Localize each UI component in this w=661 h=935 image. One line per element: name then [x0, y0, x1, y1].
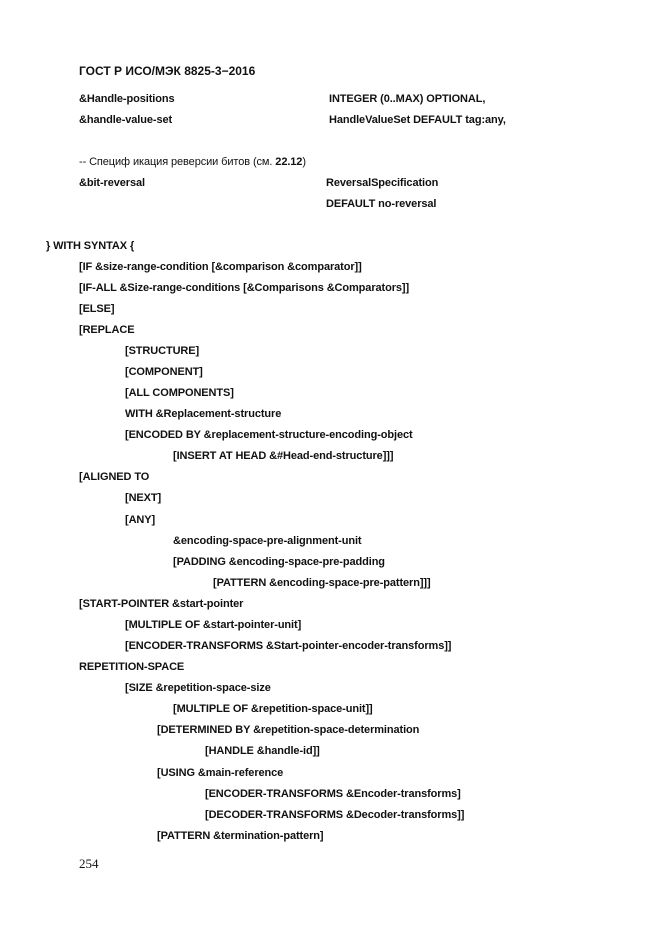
comment-suffix: ) [302, 156, 306, 168]
field-type: HandleValueSet DEFAULT tag:any, [329, 114, 506, 126]
field-name: &handle-value-set [79, 114, 173, 126]
syntax-line: [HANDLE &handle-id]] [205, 745, 320, 757]
field-default: DEFAULT no-reversal [326, 198, 437, 210]
syntax-line: [COMPONENT] [125, 366, 203, 378]
syntax-line: [ALIGNED TO [79, 471, 150, 483]
syntax-line: [IF-ALL &Size-range-conditions [&Comparisons &Comparators]] [79, 282, 410, 294]
syntax-line: [STRUCTURE] [125, 345, 200, 357]
syntax-line: [ENCODER-TRANSFORMS &Encoder-transforms] [205, 788, 461, 800]
syntax-line: REPETITION-SPACE [79, 661, 185, 673]
syntax-line: [PATTERN &encoding-space-pre-pattern]]] [213, 577, 431, 589]
syntax-line: [ALL COMPONENTS] [125, 387, 234, 399]
syntax-line: [ELSE] [79, 303, 115, 315]
field-type: INTEGER (0..MAX) OPTIONAL, [329, 93, 486, 105]
document-header: ГОСТ Р ИСО/МЭК 8825-3−2016 [79, 64, 256, 78]
field-name: &bit-reversal [79, 177, 145, 189]
syntax-line: [SIZE &repetition-space-size [125, 682, 271, 694]
syntax-line: [START-POINTER &start-pointer [79, 598, 244, 610]
syntax-line: WITH &Replacement-structure [125, 408, 282, 420]
comment-ref-label: см. [256, 156, 276, 168]
syntax-line: [PADDING &encoding-space-pre-padding [173, 556, 385, 568]
syntax-line: [DETERMINED BY &repetition-space-determination [157, 724, 420, 736]
page-number: 254 [79, 856, 99, 871]
syntax-line: &encoding-space-pre-alignment-unit [173, 535, 362, 547]
comment-ref-number: 22.12 [275, 156, 303, 168]
syntax-line: [ANY] [125, 514, 156, 526]
syntax-line: [REPLACE [79, 324, 135, 336]
comment-line [79, 155, 306, 169]
syntax-line: } WITH SYNTAX { [46, 240, 135, 252]
syntax-line: [IF &size-range-condition [&comparison &comparator]] [79, 261, 362, 273]
syntax-line: [ENCODER-TRANSFORMS &Start-pointer-encoder-transforms]] [125, 640, 452, 652]
syntax-line: [ENCODED BY &replacement-structure-encoding-object [125, 429, 413, 441]
syntax-line: [PATTERN &termination-pattern] [157, 830, 324, 842]
comment-prefix: -- Специф икация реверсии битов ( [79, 156, 257, 168]
syntax-line: [MULTIPLE OF &repetition-space-unit]] [173, 703, 373, 715]
syntax-line: [NEXT] [125, 492, 162, 504]
syntax-line: [INSERT AT HEAD &#Head-end-structure]]] [173, 450, 394, 462]
syntax-line: [DECODER-TRANSFORMS &Decoder-transforms]] [205, 809, 465, 821]
field-type: ReversalSpecification [326, 177, 439, 189]
syntax-line: [MULTIPLE OF &start-pointer-unit] [125, 619, 302, 631]
field-name: &Handle-positions [79, 93, 175, 105]
syntax-line: [USING &main-reference [157, 767, 284, 779]
